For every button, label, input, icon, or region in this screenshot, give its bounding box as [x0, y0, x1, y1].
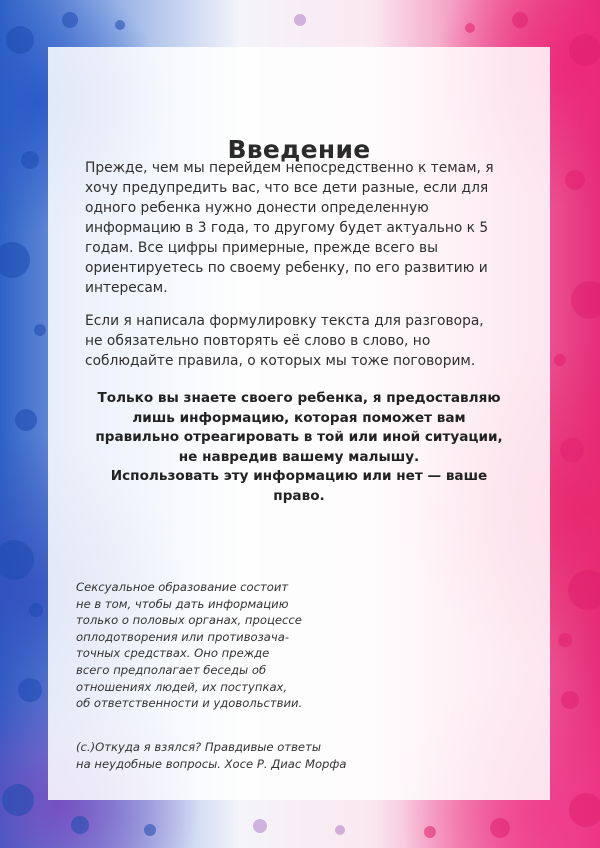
emphasis-line: Только вы знаете своего ребенка, я предоставляю [97, 390, 501, 406]
quote-line: об ответственности и удовольствии. [76, 696, 303, 711]
text-line: одного ребенка нужно донести определенную [85, 200, 429, 216]
quote-line: всего предполагает беседы об [76, 662, 267, 677]
content-card [48, 47, 550, 800]
quote-line: отношениях людей, их поступках, [76, 679, 288, 694]
text-line: годам. Все цифры примерные, прежде всего вы [85, 240, 438, 256]
text-line: соблюдайте правила, о которых мы тоже поговорим. [85, 353, 476, 369]
quote-line: только о половых органах, процессе [76, 613, 302, 628]
page-title: Введение [227, 135, 371, 164]
text-line: Если я написала формулировку текста для разговора, [85, 313, 484, 329]
quote-line: Сексуальное образование состоит [76, 580, 289, 594]
text-line: информацию в 3 года, то другому будет актуально к 5 [85, 220, 489, 236]
citation-line: (с.)Откуда я взялся? Правдивые ответы [76, 740, 321, 754]
quote-citation [76, 739, 396, 772]
epigraph-quote [76, 579, 396, 712]
wording-paragraph [85, 311, 525, 371]
emphasis-line: правильно отреагировать в той или иной ситуации, [95, 429, 503, 445]
citation-line: на неудобные вопросы. Хосе Р. Диас Морфа [76, 756, 347, 771]
emphasis-line: право. [273, 487, 325, 504]
text-line: интересам. [85, 280, 168, 296]
text-line: хочу предупредить вас, что все дети разные, если для [85, 180, 489, 196]
text-line: Прежде, чем мы перейдем непосредственно к темам, я [85, 160, 494, 176]
intro-paragraph [85, 158, 525, 298]
text-line: не обязательно повторять её слово в слово, но [85, 333, 431, 349]
quote-line: точных средствах. Оно прежде [76, 646, 270, 661]
emphasis-line: не навредив вашему малышу. [178, 448, 420, 465]
text-line: ориентируетесь по своему ребенку, по его развитию и [85, 260, 488, 276]
quote-line: оплодотворения или противозача- [76, 629, 290, 644]
quote-line: не в том, чтобы дать информацию [76, 596, 289, 611]
emphasis-line: лишь информацию, которая поможет вам [132, 409, 466, 426]
emphasis-line: Использовать эту информацию или нет — ваше [110, 468, 488, 484]
emphasis-block [78, 389, 520, 506]
